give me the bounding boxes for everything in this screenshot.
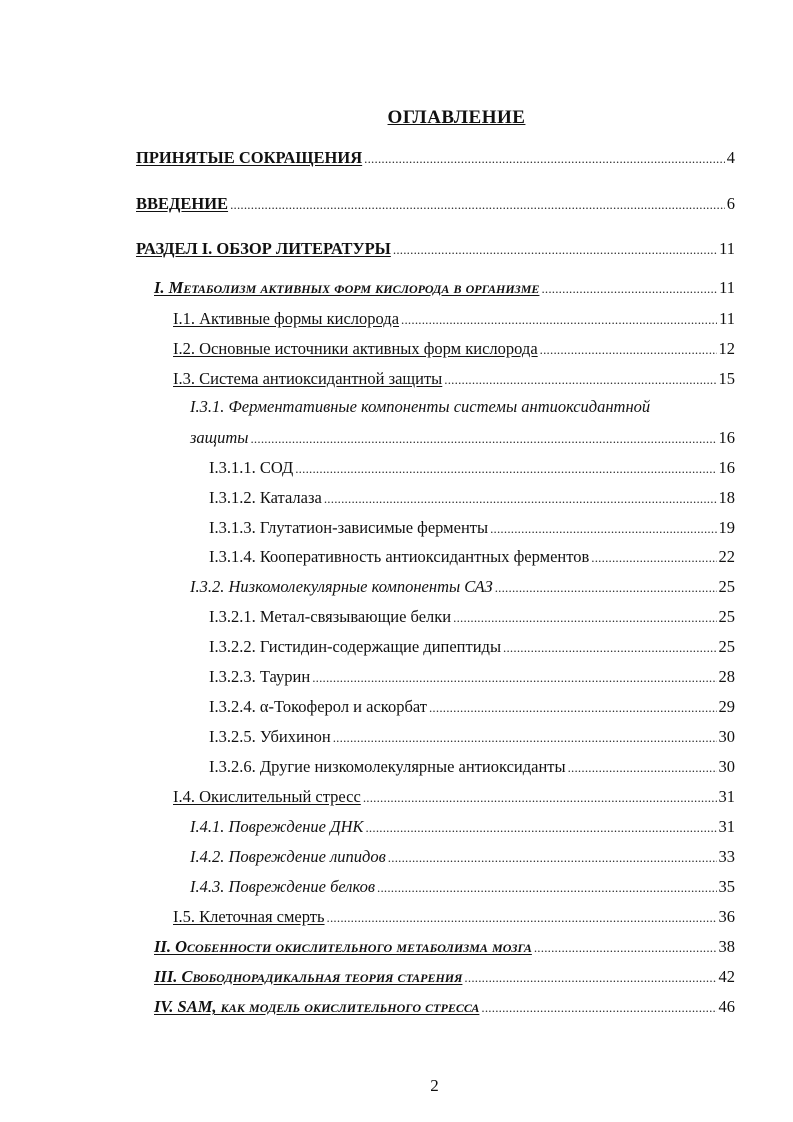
- dot-leader: [393, 239, 717, 259]
- toc-entry-1-3-1[interactable]: [190, 426, 735, 448]
- toc-entry-1-1[interactable]: [173, 307, 735, 329]
- toc-entry-page: 31: [718, 787, 735, 806]
- toc-entry-label: IV. SAM, как модель окислительного стресса: [154, 997, 480, 1016]
- toc-entry-1-3-2-4[interactable]: [209, 695, 735, 717]
- toc-entry-page: 6: [726, 194, 735, 213]
- toc-entry-label: I.3.2.2. Гистидин-содержащие дипептиды: [209, 637, 502, 656]
- toc-entry-chapter-3[interactable]: [154, 965, 735, 987]
- toc-entry-label: II. Особенности окислительного метаболизма мозга: [154, 937, 532, 956]
- toc-entry-page: 4: [726, 148, 735, 167]
- dot-leader: [534, 937, 717, 957]
- dot-leader: [364, 148, 725, 168]
- toc-entry-abbreviations[interactable]: [136, 146, 735, 168]
- dot-leader: [250, 428, 716, 448]
- page-number: 2: [430, 1076, 439, 1095]
- toc-entry-chapter-2[interactable]: [154, 935, 735, 957]
- dot-leader: [541, 278, 717, 298]
- dot-leader: [327, 907, 717, 927]
- dot-leader: [377, 877, 717, 897]
- toc-entry-page: 11: [719, 278, 735, 297]
- toc-entry-page: 15: [718, 369, 735, 388]
- toc-entry-1-3-2-3[interactable]: [209, 665, 735, 687]
- toc-entry-1-4-3[interactable]: [190, 875, 735, 897]
- toc-entry-page: 30: [718, 757, 735, 776]
- toc-entry-label: I.3.2.3. Таурин: [209, 667, 311, 686]
- toc-entry-1-4-2[interactable]: [190, 845, 735, 867]
- toc-entry-label: I.3.2.6. Другие низкомолекулярные антиоксиданты: [209, 757, 566, 776]
- toc-entry-page: 35: [718, 877, 735, 896]
- toc-entry-label: РАЗДЕЛ I. ОБЗОР ЛИТЕРАТУРЫ: [136, 239, 391, 258]
- dot-leader: [540, 339, 717, 359]
- dot-leader: [401, 309, 717, 329]
- page-title: ОГЛАВЛЕНИЕ: [387, 107, 526, 128]
- toc-entry-1-3-2-1[interactable]: [209, 605, 735, 627]
- toc-entry-page: 28: [718, 667, 735, 686]
- toc-entry-1-4[interactable]: [173, 785, 735, 807]
- toc-entry-chapter-1[interactable]: [154, 276, 735, 298]
- toc-entry-chapter-4[interactable]: [154, 995, 735, 1017]
- toc-entry-1-3-1-4[interactable]: [209, 545, 735, 567]
- dot-leader: [453, 607, 716, 627]
- dot-leader: [388, 847, 717, 867]
- toc-entry-label: I.3.2. Низкомолекулярные компоненты САЗ: [190, 577, 493, 596]
- toc-entry-1-2[interactable]: [173, 337, 735, 359]
- toc-entry-page: 46: [718, 997, 735, 1016]
- toc-entry-page: 19: [718, 518, 735, 537]
- toc-entry-page: 33: [718, 847, 735, 866]
- toc-entry-page: 36: [718, 907, 735, 926]
- toc-entry-page: 11: [719, 239, 735, 258]
- dot-leader: [464, 967, 716, 987]
- toc-entry-label: I.3.2.1. Метал-связывающие белки: [209, 607, 452, 626]
- toc-entry-page: 12: [718, 339, 735, 358]
- toc-entry-page: 22: [718, 547, 735, 566]
- toc-entry-label: I.3.1.4. Кооперативность антиоксидантных ферментов: [209, 547, 590, 566]
- toc-entry-1-3[interactable]: [173, 367, 735, 389]
- dot-leader: [444, 369, 716, 389]
- toc-entry-1-3-2[interactable]: [190, 575, 735, 597]
- toc-entry-page: 16: [718, 458, 735, 477]
- toc-entry-label: I.3.2.4. α-Токоферол и аскорбат: [209, 697, 427, 716]
- toc-entry-1-3-1-2[interactable]: [209, 486, 735, 508]
- toc-entry-label: I.5. Клеточная смерть: [173, 907, 325, 926]
- toc-entry-page: 16: [718, 428, 735, 447]
- toc-entry-1-5[interactable]: [173, 905, 735, 927]
- toc-entry-label: I.4.3. Повреждение белков: [190, 877, 375, 896]
- toc-entry-label: I.3.1.2. Каталаза: [209, 488, 322, 507]
- toc-entry-label: I.3. Система антиоксидантной защиты: [173, 369, 443, 388]
- toc-entry-label: I.4.2. Повреждение липидов: [190, 847, 386, 866]
- toc-entry-label: I.3.1.1. СОД: [209, 458, 294, 477]
- toc-entry-page: 25: [718, 607, 735, 626]
- dot-leader: [230, 194, 725, 214]
- toc-entry-label: I.2. Основные источники активных форм кислорода: [173, 339, 538, 358]
- dot-leader: [591, 547, 716, 567]
- toc-entry-label: защиты: [190, 428, 249, 447]
- toc-entry-page: 25: [718, 577, 735, 596]
- dot-leader: [363, 787, 717, 807]
- toc-entry-label: I.4.1. Повреждение ДНК: [190, 817, 364, 836]
- dot-leader: [490, 518, 716, 538]
- toc-entry-1-3-1-line1: I.3.1. Ферментативные компоненты системы антиоксидантной: [190, 397, 651, 416]
- toc-entry-1-3-1-1[interactable]: [209, 456, 735, 478]
- dot-leader: [503, 637, 716, 657]
- toc-entry-1-3-1-3[interactable]: [209, 516, 735, 538]
- toc-entry-1-3-2-2[interactable]: [209, 635, 735, 657]
- toc-entry-label: I. Метаболизм активных форм кислорода в организме: [154, 278, 540, 297]
- toc-entry-label: I.4. Окислительный стресс: [173, 787, 361, 806]
- toc-entry-label: III. Свободнорадикальная теория старения: [154, 967, 463, 986]
- toc-entry-label: ВВЕДЕНИЕ: [136, 194, 229, 213]
- toc-entry-label: I.3.2.5. Убихинон: [209, 727, 331, 746]
- dot-leader: [495, 577, 717, 597]
- toc-entry-label: I.3.1.3. Глутатион-зависимые ферменты: [209, 518, 489, 537]
- toc-entry-page: 38: [718, 937, 735, 956]
- toc-entry-label: I.1. Активные формы кислорода: [173, 309, 400, 328]
- toc-entry-page: 30: [718, 727, 735, 746]
- toc-entry-page: 29: [718, 697, 735, 716]
- dot-leader: [312, 667, 716, 687]
- dot-leader: [429, 697, 717, 717]
- toc-entry-introduction[interactable]: [136, 192, 735, 214]
- dot-leader: [333, 727, 717, 747]
- toc-entry-1-4-1[interactable]: [190, 815, 735, 837]
- dot-leader: [324, 488, 717, 508]
- toc-entry-page: 11: [719, 309, 735, 328]
- toc-entry-page: 42: [718, 967, 735, 986]
- dot-leader: [295, 458, 716, 478]
- dot-leader: [481, 997, 716, 1017]
- toc-entry-label: ПРИНЯТЫЕ СОКРАЩЕНИЯ: [136, 148, 363, 167]
- toc-entry-page: 31: [718, 817, 735, 836]
- dot-leader: [568, 757, 717, 777]
- toc-entry-1-3-2-5[interactable]: [209, 725, 735, 747]
- toc-entry-part-1[interactable]: [136, 237, 735, 259]
- toc-entry-page: 18: [718, 488, 735, 507]
- toc-entry-page: 25: [718, 637, 735, 656]
- toc-entry-1-3-2-6[interactable]: [209, 755, 735, 777]
- dot-leader: [365, 817, 716, 837]
